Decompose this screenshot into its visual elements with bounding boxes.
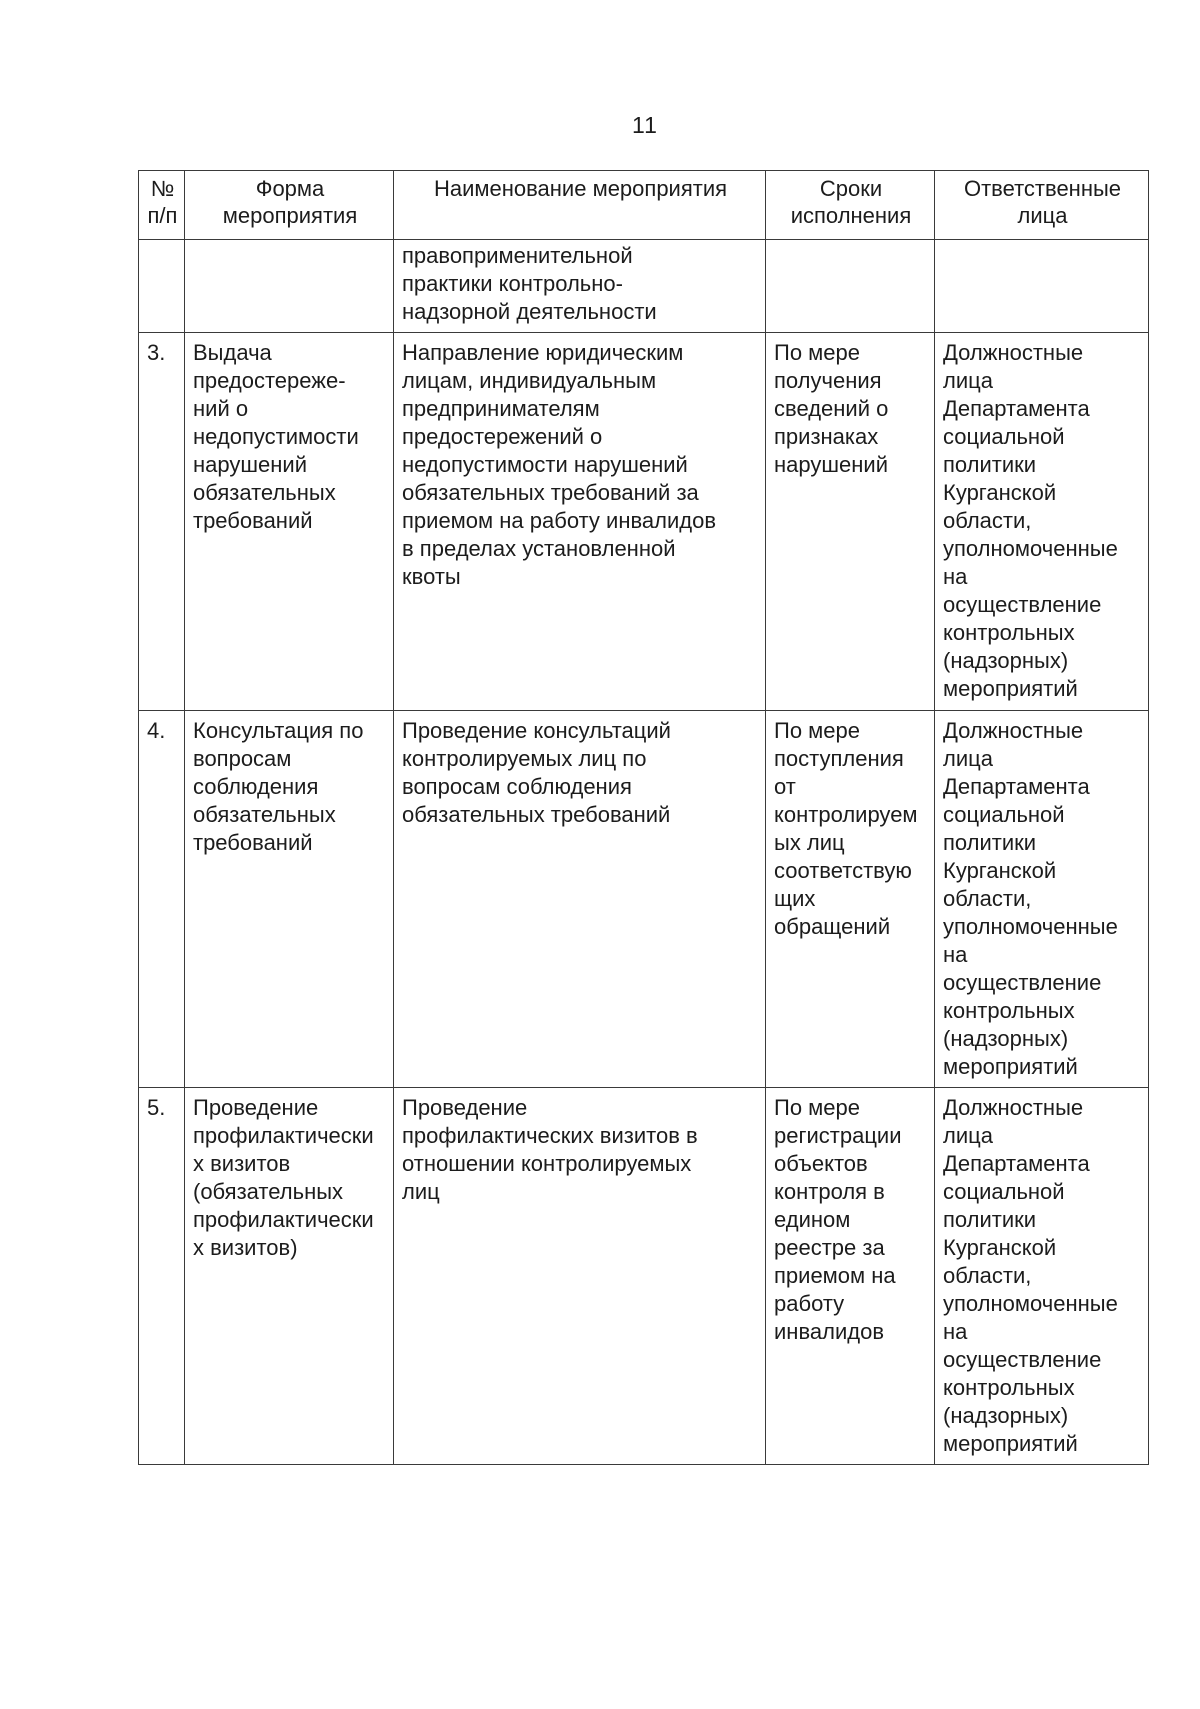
- header-responsible: Ответственные лица: [935, 171, 1149, 240]
- page-number: 11: [632, 112, 658, 138]
- cell-term: По мере получения сведений о признаках нарушений: [766, 333, 935, 711]
- table-row-continuation: [139, 240, 1149, 333]
- cell-form: [185, 240, 394, 333]
- cell-term: По мере поступления от контролируем ых лиц соответствую щих обращений: [766, 711, 935, 1088]
- table-header-row: [139, 171, 1149, 240]
- header-term: Сроки исполнения: [766, 171, 935, 240]
- cell-term: По мере регистрации объектов контроля в едином реестре за приемом на работу инвалидов: [766, 1088, 935, 1465]
- table-row: [139, 1088, 1149, 1465]
- cell-form: Консультация по вопросам соблюдения обязательных требований: [185, 711, 394, 1088]
- cell-name: Направление юридическим лицам, индивидуальным предпринимателям предостережений о недопустимости нарушений обязательных требований за приемом на работу инвалидов в пределах установленной квоты: [394, 333, 766, 711]
- cell-name: Проведение профилактических визитов в отношении контролируемых лиц: [394, 1088, 766, 1465]
- cell-responsible: [935, 240, 1149, 333]
- cell-responsible: Должностные лица Департамента социальной политики Курганской области, уполномоченные на осуществление контрольных (надзорных) мероприятий: [935, 1088, 1149, 1465]
- cell-responsible: Должностные лица Департамента социальной политики Курганской области, уполномоченные на осуществление контрольных (надзорных) мероприятий: [935, 333, 1149, 711]
- cell-term: [766, 240, 935, 333]
- cell-num: 5.: [139, 1088, 185, 1465]
- cell-num: 4.: [139, 711, 185, 1088]
- header-name: Наименование мероприятия: [394, 171, 766, 240]
- cell-form: Выдача предостереже- ний о недопустимости нарушений обязательных требований: [185, 333, 394, 711]
- cell-num: 3.: [139, 333, 185, 711]
- events-table: [138, 170, 1149, 1465]
- table-row: [139, 333, 1149, 711]
- cell-num: [139, 240, 185, 333]
- header-form: Форма мероприятия: [185, 171, 394, 240]
- cell-name: Проведение консультаций контролируемых лиц по вопросам соблюдения обязательных требований: [394, 711, 766, 1088]
- cell-responsible: Должностные лица Департамента социальной политики Курганской области, уполномоченные на осуществление контрольных (надзорных) мероприятий: [935, 711, 1149, 1088]
- table-row: [139, 711, 1149, 1088]
- cell-form: Проведение профилактически х визитов (обязательных профилактически х визитов): [185, 1088, 394, 1465]
- cell-name: правоприменительной практики контрольно- надзорной деятельности: [394, 240, 766, 333]
- header-num: № п/п: [139, 171, 185, 240]
